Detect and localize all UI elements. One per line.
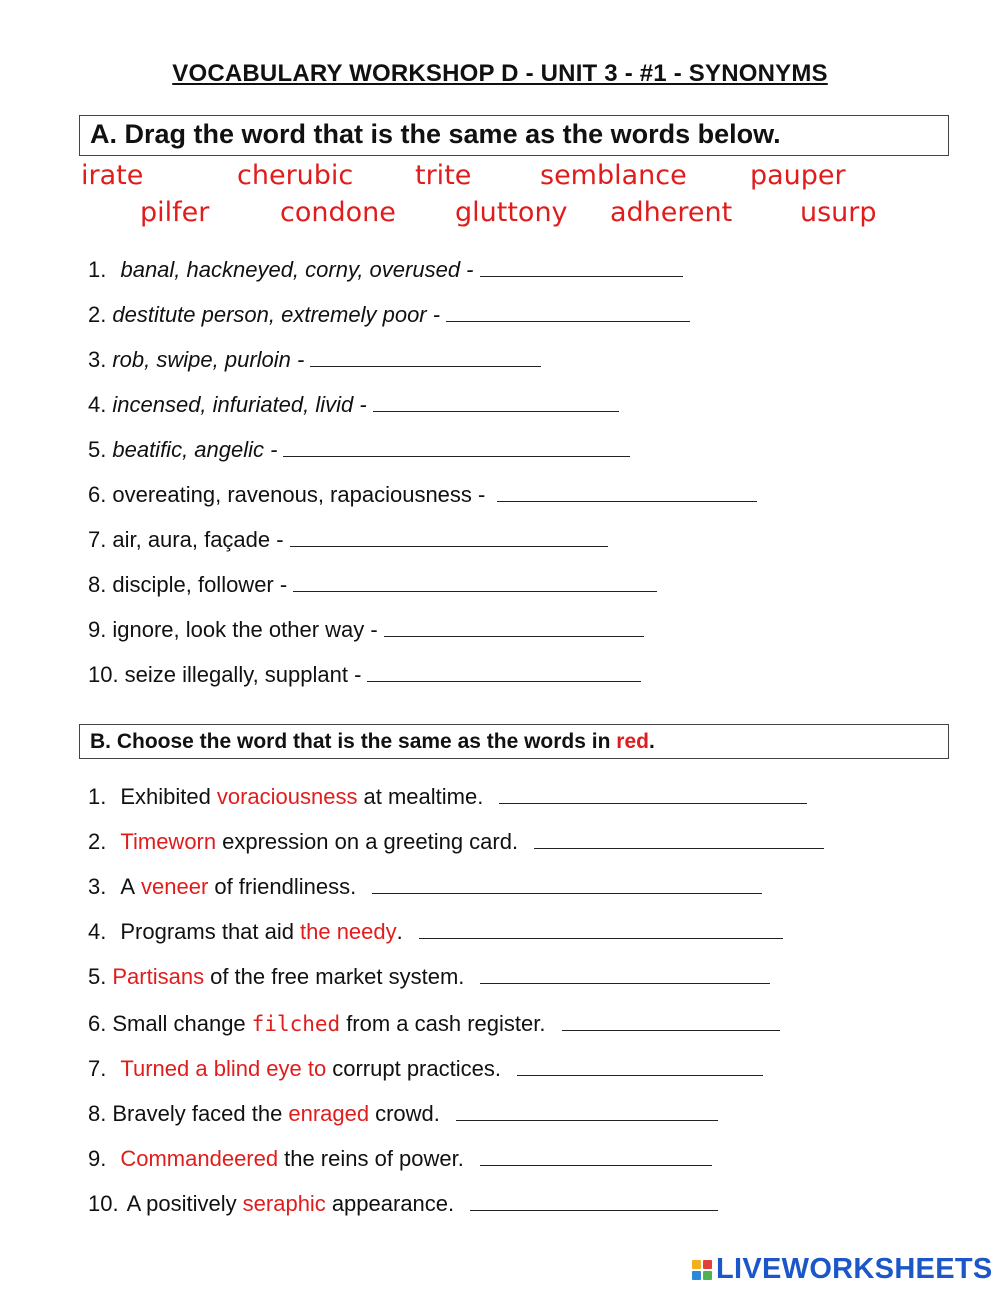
question-number: 10. — [88, 662, 119, 687]
question-b-3 — [88, 873, 762, 900]
word-irate[interactable]: irate — [81, 160, 144, 191]
question-text: destitute person, extremely poor - — [112, 302, 441, 327]
answer-blank[interactable] — [499, 783, 807, 804]
word-condone[interactable]: condone — [280, 197, 396, 228]
question-number: 7. — [88, 527, 107, 552]
question-a-3 — [88, 346, 541, 373]
question-post: from a cash register. — [346, 1011, 546, 1036]
question-number: 2. — [88, 302, 107, 327]
section-b-label: B. — [90, 730, 111, 753]
question-post: crowd. — [375, 1101, 440, 1126]
answer-blank[interactable] — [367, 661, 641, 682]
section-a-heading: A. Drag the word that is the same as the words below. — [79, 115, 949, 156]
answer-blank[interactable] — [419, 918, 783, 939]
highlighted-phrase: Commandeered — [120, 1146, 279, 1171]
question-number: 7. — [88, 1056, 107, 1081]
answer-blank[interactable] — [446, 301, 690, 322]
highlighted-phrase: voraciousness — [216, 784, 358, 809]
highlighted-phrase: the needy — [300, 919, 397, 944]
question-a-4 — [88, 391, 619, 418]
question-text: beatific, angelic - — [112, 437, 278, 462]
question-b-8 — [88, 1100, 718, 1127]
question-number: 2. — [88, 829, 107, 854]
question-number: 3. — [88, 874, 107, 899]
question-post: expression on a greeting card. — [222, 829, 519, 854]
highlighted-phrase: seraphic — [242, 1191, 326, 1216]
question-text: seize illegally, supplant - — [124, 662, 362, 687]
question-b-9 — [88, 1145, 712, 1172]
question-pre: Small change — [112, 1011, 246, 1036]
answer-blank[interactable] — [372, 873, 762, 894]
answer-blank[interactable] — [534, 828, 824, 849]
section-b-period: . — [648, 730, 655, 753]
question-number: 10. — [88, 1191, 119, 1216]
question-number: 8. — [88, 572, 107, 597]
question-a-9 — [88, 616, 644, 643]
answer-blank[interactable] — [562, 1010, 780, 1031]
question-a-6 — [88, 481, 757, 508]
question-pre: Exhibited — [120, 784, 211, 809]
question-b-4 — [88, 918, 783, 945]
answer-blank[interactable] — [456, 1100, 718, 1121]
question-text: air, aura, façade - — [112, 527, 284, 552]
question-pre: A positively — [126, 1191, 237, 1216]
question-b-2 — [88, 828, 824, 855]
worksheet-title: VOCABULARY WORKSHOP D - UNIT 3 - #1 - SYNONYMS — [172, 60, 828, 87]
word-pilfer[interactable]: pilfer — [140, 197, 210, 228]
question-text: overeating, ravenous, rapaciousness - — [112, 482, 486, 507]
word-usurp[interactable]: usurp — [800, 197, 877, 228]
question-b-1 — [88, 783, 807, 810]
question-text: ignore, look the other way - — [112, 617, 378, 642]
question-text: incensed, infuriated, livid - — [112, 392, 367, 417]
liveworksheets-logo[interactable] — [692, 1253, 993, 1286]
question-number: 5. — [88, 964, 107, 989]
section-b-instruction: Choose the word that is the same as the words in — [116, 730, 611, 753]
question-text: banal, hackneyed, corny, overused - — [120, 257, 474, 282]
question-post: of friendliness. — [214, 874, 357, 899]
question-number: 4. — [88, 392, 107, 417]
word-gluttony[interactable]: gluttony — [455, 197, 568, 228]
answer-blank[interactable] — [310, 346, 541, 367]
question-post: appearance. — [331, 1191, 455, 1216]
word-cherubic[interactable]: cherubic — [237, 160, 354, 191]
answer-blank[interactable] — [480, 963, 770, 984]
question-post: the reins of power. — [284, 1146, 464, 1171]
question-post: corrupt practices. — [332, 1056, 501, 1081]
question-text: rob, swipe, purloin - — [112, 347, 305, 372]
question-text: disciple, follower - — [112, 572, 288, 597]
answer-blank[interactable] — [283, 436, 630, 457]
question-b-6 — [88, 1010, 780, 1037]
highlighted-phrase: Timeworn — [120, 829, 217, 854]
question-b-10 — [88, 1190, 718, 1217]
question-number: 9. — [88, 617, 107, 642]
question-number: 5. — [88, 437, 107, 462]
question-pre: Bravely faced the — [112, 1101, 283, 1126]
question-a-10 — [88, 661, 641, 688]
highlighted-phrase: veneer — [141, 874, 209, 899]
highlighted-phrase: Turned a blind eye to — [120, 1056, 327, 1081]
question-number: 9. — [88, 1146, 107, 1171]
highlighted-phrase: Partisans — [112, 964, 205, 989]
question-number: 8. — [88, 1101, 107, 1126]
question-pre: A — [120, 874, 136, 899]
answer-blank[interactable] — [384, 616, 644, 637]
question-number: 4. — [88, 919, 107, 944]
word-adherent[interactable]: adherent — [610, 197, 733, 228]
question-number: 3. — [88, 347, 107, 372]
answer-blank[interactable] — [293, 571, 657, 592]
answer-blank[interactable] — [373, 391, 619, 412]
logo-text: LIVEWORKSHEETS — [716, 1253, 993, 1285]
question-b-5 — [88, 963, 770, 990]
answer-blank[interactable] — [470, 1190, 718, 1211]
liveworksheets-icon — [692, 1260, 712, 1280]
section-b-heading — [79, 724, 949, 759]
question-b-7 — [88, 1055, 763, 1082]
highlighted-phrase: enraged — [288, 1101, 370, 1126]
question-number: 1. — [88, 784, 107, 809]
question-a-2 — [88, 301, 690, 328]
highlighted-phrase: filched — [251, 1012, 341, 1036]
question-number: 6. — [88, 1011, 107, 1036]
answer-blank[interactable] — [517, 1055, 763, 1076]
question-a-5 — [88, 436, 630, 463]
question-number: 6. — [88, 482, 107, 507]
question-number: 1. — [88, 257, 113, 282]
question-a-7 — [88, 526, 608, 553]
word-trite[interactable]: trite — [415, 160, 472, 191]
answer-blank[interactable] — [480, 256, 683, 277]
answer-blank[interactable] — [290, 526, 608, 547]
question-post: . — [396, 919, 403, 944]
question-post: at mealtime. — [363, 784, 484, 809]
question-post: of the free market system. — [210, 964, 465, 989]
question-pre: Programs that aid — [120, 919, 294, 944]
word-pauper[interactable]: pauper — [750, 160, 846, 191]
section-b-red-word: red — [616, 730, 649, 753]
question-a-1 — [88, 256, 683, 283]
answer-blank[interactable] — [497, 481, 757, 502]
question-a-8 — [88, 571, 657, 598]
answer-blank[interactable] — [480, 1145, 712, 1166]
word-semblance[interactable]: semblance — [540, 160, 687, 191]
